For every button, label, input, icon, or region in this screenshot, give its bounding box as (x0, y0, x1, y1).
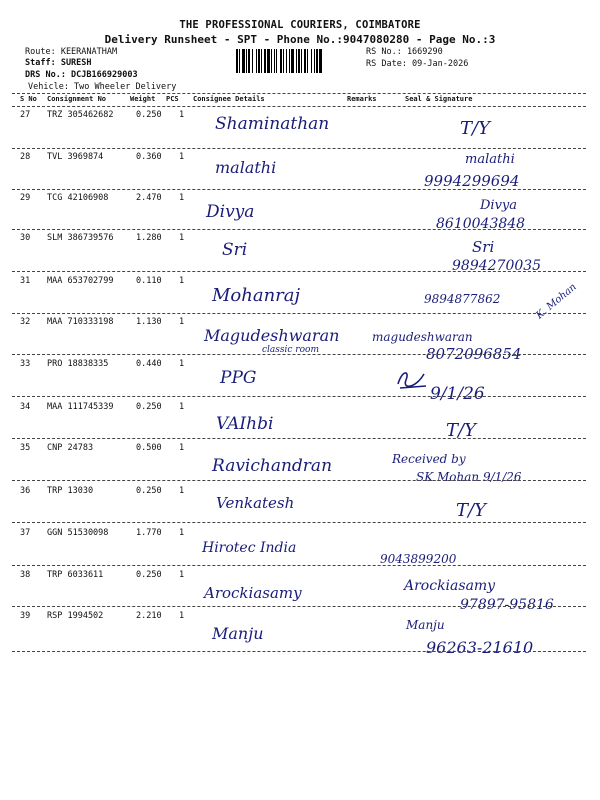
pieces: 1 (179, 443, 185, 453)
signature: T/Y (460, 118, 490, 139)
signature: Received by (392, 452, 466, 466)
consignment-number: TVL 3969874 (47, 152, 104, 162)
consignee-handwritten: Mohanraj (212, 285, 301, 306)
serial-number: 33 (20, 359, 31, 369)
rs-number: RS No.: 1669290 (366, 47, 443, 57)
phone-handwritten: 8072096854 (426, 345, 522, 363)
phone-handwritten: 96263-21610 (426, 638, 534, 657)
weight: 0.500 (136, 443, 162, 453)
pieces: 1 (179, 402, 185, 412)
consignment-number: TRZ 305462682 (47, 110, 114, 120)
signature: malathi (465, 152, 515, 167)
row-divider (12, 651, 586, 652)
serial-number: 31 (20, 276, 31, 286)
serial-number: 35 (20, 443, 31, 453)
pieces: 1 (179, 152, 185, 162)
serial-number: 32 (20, 317, 31, 327)
weight: 1.280 (136, 233, 162, 243)
pieces: 1 (179, 486, 185, 496)
consignee-handwritten: Arockiasamy (204, 584, 302, 602)
header-bottom-rule (12, 106, 586, 107)
signature-date: SK Mohan 9/1/26 (416, 470, 522, 484)
col-signature: Seal & Signature (405, 95, 473, 103)
signature-date: 9/1/26 (430, 384, 485, 404)
serial-number: 30 (20, 233, 31, 243)
consignment-number: TRP 6033611 (47, 570, 104, 580)
consignee-handwritten: Sri (222, 240, 248, 260)
weight: 1.770 (136, 528, 162, 538)
staff-label: Staff: SURESH (25, 58, 92, 68)
row-divider (12, 522, 586, 523)
consignment-number: RSP 1994502 (47, 611, 104, 621)
signature: Manju (406, 618, 445, 632)
weight: 1.130 (136, 317, 162, 327)
weight: 2.210 (136, 611, 162, 621)
consignment-number: MAA 111745339 (47, 402, 114, 412)
serial-number: 39 (20, 611, 31, 621)
pieces: 1 (179, 359, 185, 369)
consignment-number: SLM 386739576 (47, 233, 114, 243)
rs-date: RS Date: 09-Jan-2026 (366, 59, 469, 69)
row-divider (12, 189, 586, 190)
consignee-note: classic room (262, 345, 319, 355)
barcode (236, 49, 362, 73)
row-divider (12, 438, 586, 439)
serial-number: 28 (20, 152, 31, 162)
row-divider (12, 148, 586, 149)
signature: 9894877862 (424, 292, 501, 306)
col-sno: S No (20, 95, 37, 103)
consignee-handwritten: Magudeshwaran (204, 326, 340, 345)
consignee-handwritten: Hirotec India (202, 540, 297, 556)
signature: magudeshwaran (372, 330, 473, 344)
initials-handwritten: K. Mohan (534, 281, 579, 322)
weight: 0.250 (136, 110, 162, 120)
col-weight: Weight (130, 95, 156, 103)
signature: Divya (480, 198, 518, 213)
weight: 2.470 (136, 193, 162, 203)
consignee-handwritten: Divya (206, 202, 255, 222)
consignment-number: MAA 653702799 (47, 276, 114, 286)
phone-handwritten: 97897-95816 (460, 597, 554, 613)
serial-number: 36 (20, 486, 31, 496)
consignment-number: TCG 42106908 (47, 193, 109, 203)
company-title: THE PROFESSIONAL COURIERS, COIMBATORE (179, 19, 421, 31)
weight: 0.110 (136, 276, 162, 286)
consignee-handwritten: PPG (220, 368, 257, 388)
pieces: 1 (179, 317, 185, 327)
route-label: Route: KEERANATHAM (25, 47, 118, 57)
phone-handwritten: 9043899200 (380, 552, 457, 566)
signature: T/Y (456, 500, 486, 521)
pieces: 1 (179, 570, 185, 580)
phone-handwritten: 8610043848 (436, 216, 526, 232)
row-divider (12, 313, 586, 314)
pieces: 1 (179, 528, 185, 538)
runsheet-subtitle: Delivery Runsheet - SPT - Phone No.:9047080280 - Page No.:3 (104, 33, 496, 46)
col-consignment: Consignment No (47, 95, 107, 103)
header-top-rule (12, 93, 586, 94)
consignee-handwritten: Shaminathan (215, 114, 330, 134)
row-divider (12, 565, 586, 566)
serial-number: 38 (20, 570, 31, 580)
weight: 0.250 (136, 570, 162, 580)
consignee-handwritten: malathi (215, 158, 277, 177)
col-consignee: Consignee Details (193, 95, 265, 103)
signature-scribble (394, 366, 430, 392)
consignment-number: CNP 24783 (47, 443, 94, 453)
pieces: 1 (179, 110, 185, 120)
consignee-handwritten: Venkatesh (216, 494, 295, 512)
weight: 0.250 (136, 486, 162, 496)
row-divider (12, 396, 586, 397)
consignment-number: PRO 18838335 (47, 359, 109, 369)
consignee-handwritten: Ravichandran (212, 456, 333, 476)
row-divider (12, 606, 586, 607)
signature: Sri (472, 238, 495, 256)
weight: 0.440 (136, 359, 162, 369)
serial-number: 27 (20, 110, 31, 120)
col-pcs: PCS (166, 95, 179, 103)
signature: T/Y (446, 420, 476, 441)
phone-handwritten: 9894270035 (452, 258, 542, 274)
weight: 0.250 (136, 402, 162, 412)
pieces: 1 (179, 611, 185, 621)
col-remarks: Remarks (347, 95, 377, 103)
consignment-number: MAA 710333198 (47, 317, 114, 327)
pieces: 1 (179, 193, 185, 203)
serial-number: 37 (20, 528, 31, 538)
row-divider (12, 480, 586, 481)
pieces: 1 (179, 233, 185, 243)
pieces: 1 (179, 276, 185, 286)
signature: Arockiasamy (404, 578, 496, 594)
row-divider (12, 354, 586, 355)
phone-handwritten: 9994299694 (424, 172, 520, 190)
drs-number: DRS No.: DCJB166929003 (25, 70, 138, 80)
row-divider (12, 271, 586, 272)
serial-number: 29 (20, 193, 31, 203)
row-divider (12, 229, 586, 230)
serial-number: 34 (20, 402, 31, 412)
consignee-handwritten: Manju (212, 624, 264, 643)
consignment-number: TRP 13030 (47, 486, 94, 496)
weight: 0.360 (136, 152, 162, 162)
consignee-handwritten: VAIhbi (216, 414, 274, 434)
vehicle-label: Vehicle: Two Wheeler Delivery (28, 82, 177, 92)
consignment-number: GGN 51530098 (47, 528, 109, 538)
